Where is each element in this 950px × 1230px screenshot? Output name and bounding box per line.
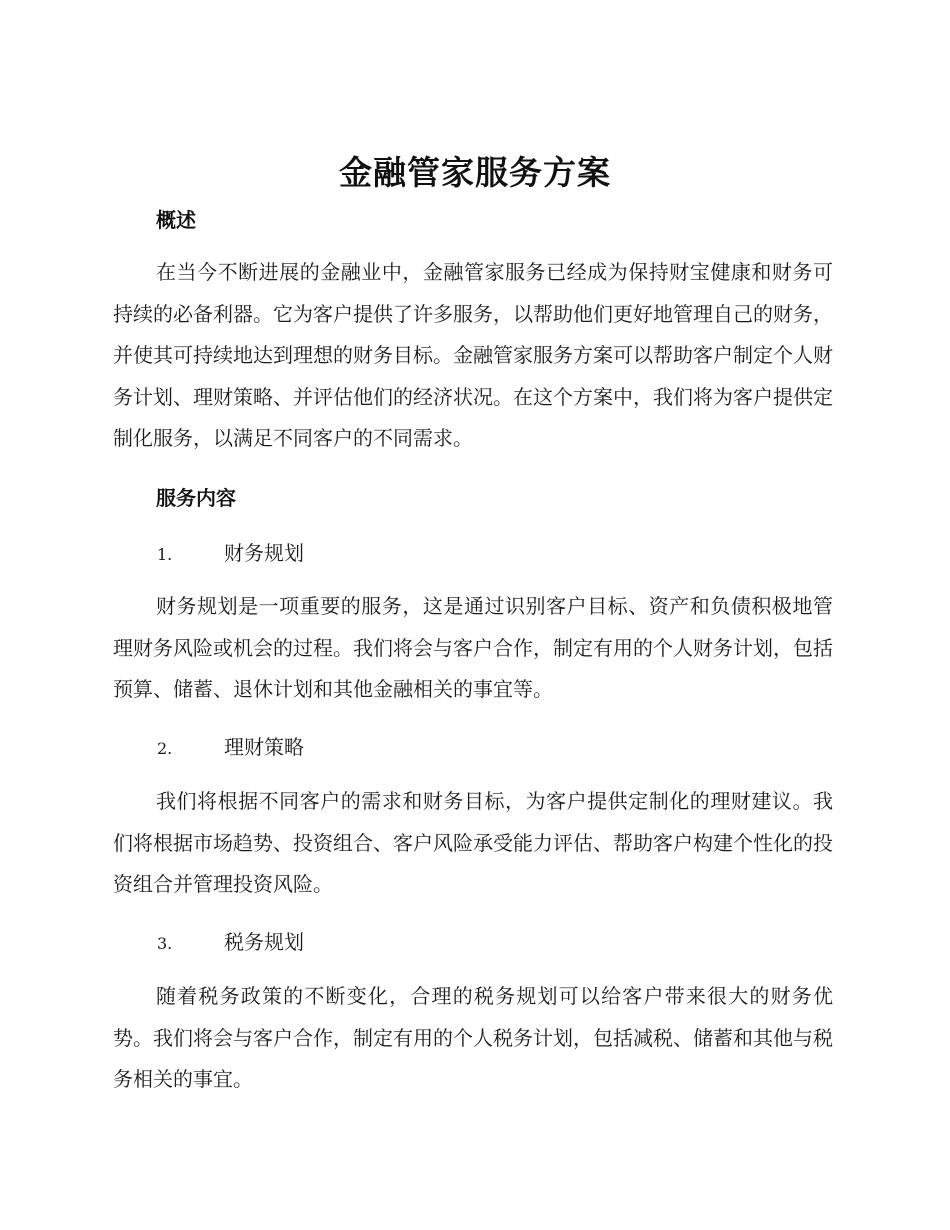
list-item-title: 税务规划 bbox=[224, 930, 304, 954]
wealth-strategy-paragraph: 我们将根据不同客户的需求和财务目标，为客户提供定制化的理财建议。我们将根据市场趋势、投资组合、客户风险承受能力评估、帮助客户构建个性化的投资组合并管理投资风险。 bbox=[113, 789, 833, 896]
list-item-wealth-strategy bbox=[157, 732, 304, 764]
list-item-number: 1. bbox=[157, 545, 173, 564]
list-item-number: 2. bbox=[157, 739, 173, 758]
document-title: 金融管家服务方案 bbox=[339, 153, 611, 192]
services-heading: 服务内容 bbox=[156, 486, 236, 510]
list-item-tax-planning bbox=[157, 927, 304, 959]
list-item-title: 理财策略 bbox=[224, 735, 304, 759]
overview-paragraph: 在当今不断进展的金融业中，金融管家服务已经成为保持财宝健康和财务可持续的必备利器。它为客户提供了许多服务，以帮助他们更好地管理自己的财务，并使其可持续地达到理想的财务目标。金融管家服务方案可以帮助客户制定个人财务计划、理财策略、并评估他们的经济状况。在这个方案中，我们将为客户提供定制化服务，以满足不同客户的不同需求。 bbox=[113, 260, 833, 450]
list-item-financial-planning bbox=[157, 538, 304, 570]
overview-heading: 概述 bbox=[156, 208, 196, 232]
financial-planning-paragraph: 财务规划是一项重要的服务，这是通过识别客户目标、资产和负债积极地管理财务风险或机会的过程。我们将会与客户合作，制定有用的个人财务计划，包括预算、储蓄、退休计划和其他金融相关的事宜等。 bbox=[113, 594, 833, 701]
list-item-number: 3. bbox=[157, 934, 173, 953]
list-item-title: 财务规划 bbox=[224, 541, 304, 565]
tax-planning-paragraph: 随着税务政策的不断变化，合理的税务规划可以给客户带来很大的财务优势。我们将会与客户合作，制定有用的个人税务计划，包括减税、储蓄和其他与税务相关的事宜。 bbox=[113, 984, 833, 1091]
